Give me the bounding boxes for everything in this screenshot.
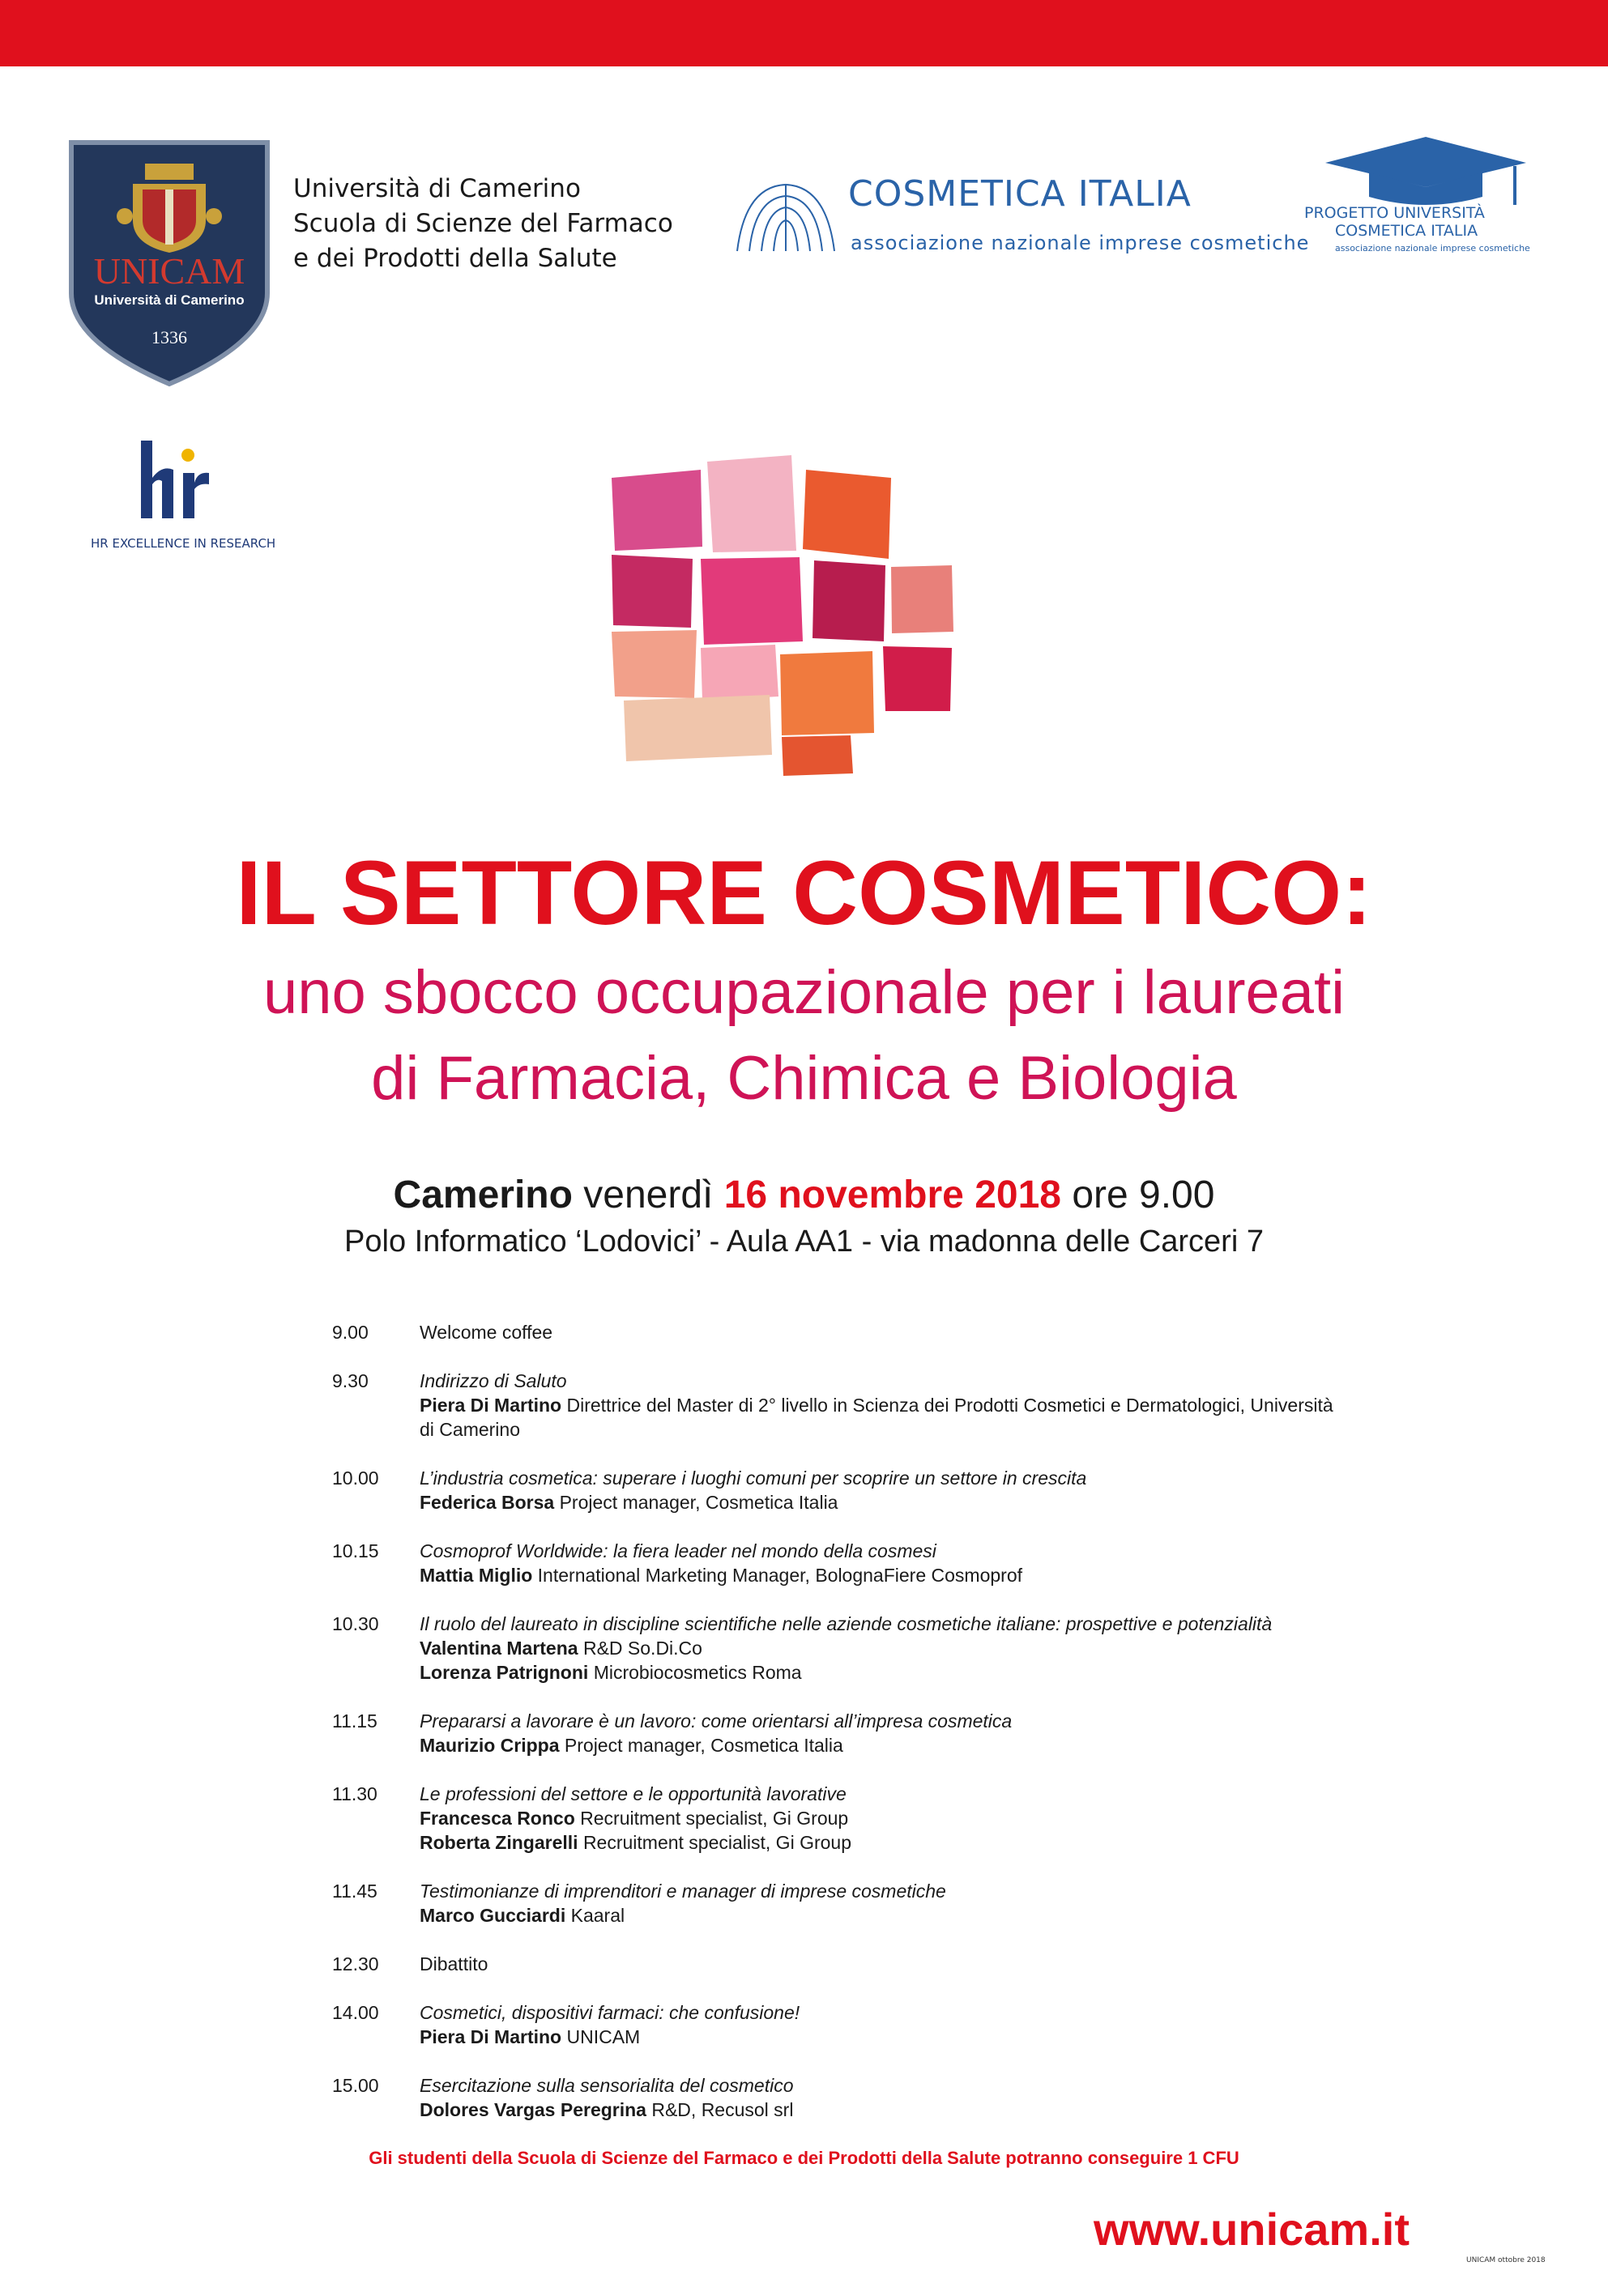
program-time: 10.00 — [332, 1467, 379, 1489]
speaker-name: Valentina Martena — [420, 1638, 578, 1659]
program-item — [332, 1466, 1337, 1514]
speaker-name: Federica Borsa — [420, 1492, 555, 1513]
event-city: Camerino — [393, 1174, 573, 1216]
program-speaker — [420, 1563, 1337, 1587]
speaker-name: Mattia Miglio — [420, 1565, 533, 1586]
event-date: 16 novembre 2018 — [723, 1174, 1061, 1216]
program-time: 12.30 — [332, 1953, 379, 1974]
speaker-role: Project manager, Cosmetica Italia — [564, 1735, 843, 1756]
speaker-name: Dolores Vargas Peregrina — [420, 2099, 646, 2120]
unicam-line-2: Scuola di Scienze del Farmaco — [293, 209, 673, 238]
speaker-role: International Marketing Manager, BolognaFiere Cosmoprof — [537, 1565, 1022, 1586]
program-item — [332, 1539, 1337, 1587]
program-time: 11.15 — [332, 1710, 377, 1732]
program-body — [420, 1612, 1337, 1685]
program-title: Cosmoprof Worldwide: la fiera leader nel mondo della cosmesi — [420, 1540, 936, 1561]
program-title: Prepararsi a lavorare è un lavoro: come orientarsi all’impresa cosmetica — [420, 1710, 1013, 1732]
program-item — [332, 2000, 1337, 2049]
event-venue: Polo Informatico ‘Lodovici’ - Aula AA1 - via madonna delle Carceri 7 — [344, 1225, 1264, 1259]
program-speaker — [420, 2025, 1337, 2049]
unicam-line-3: e dei Prodotti della Salute — [293, 244, 617, 273]
program-title: L’industria cosmetica: superare i luoghi comuni per scoprire un settore in crescita — [420, 1467, 1087, 1489]
program-body — [420, 1879, 1337, 1928]
program-item — [332, 1782, 1337, 1855]
program-body — [420, 2073, 1337, 2122]
program-time: 14.00 — [332, 2002, 379, 2023]
program-item — [332, 1952, 1337, 1976]
program-speaker — [420, 1660, 1337, 1685]
program-body — [420, 1952, 1337, 1976]
program-time: 11.30 — [332, 1783, 377, 1804]
speaker-name: Roberta Zingarelli — [420, 1832, 578, 1853]
program-body — [420, 1466, 1337, 1514]
program-speaker — [420, 1393, 1337, 1442]
program-speaker — [420, 1733, 1337, 1757]
program-schedule — [332, 1320, 1337, 2146]
program-speaker — [420, 1490, 1337, 1514]
unicam-logo-sub: Università di Camerino — [94, 292, 245, 308]
speaker-role: Kaaral — [570, 1905, 625, 1926]
program-title: Welcome coffee — [420, 1322, 553, 1343]
program-title: Indirizzo di Saluto — [420, 1370, 567, 1391]
program-title: Dibattito — [420, 1953, 488, 1974]
program-speaker — [420, 1903, 1337, 1928]
program-body — [420, 2000, 1337, 2049]
speaker-role: R&D, Recusol srl — [651, 2099, 794, 2120]
event-time: ore 9.00 — [1072, 1174, 1215, 1216]
program-time: 11.45 — [332, 1881, 377, 1902]
top-red-bar — [0, 0, 1608, 66]
program-body — [420, 1539, 1337, 1587]
website-link[interactable]: www.unicam.it — [1094, 2204, 1410, 2255]
cosmetica-emblem-icon — [729, 178, 842, 259]
speaker-role: Recruitment specialist, Gi Group — [580, 1808, 849, 1829]
speaker-name: Piera Di Martino — [420, 1395, 562, 1416]
unicam-address — [293, 172, 673, 276]
speaker-role: R&D So.Di.Co — [582, 1638, 702, 1659]
speaker-name: Piera Di Martino — [420, 2026, 562, 2047]
unicam-line-1: Università di Camerino — [293, 174, 581, 203]
speaker-role: Direttrice del Master di 2° livello in Scienza dei Prodotti Cosmetici e Dermatologici, Università di Camerino — [420, 1395, 1333, 1440]
event-subtitle-line-2: di Farmacia, Chimica e Biologia — [371, 1044, 1237, 1113]
footer-note: UNICAM ottobre 2018 — [1466, 2256, 1546, 2264]
program-title: Le professioni del settore e le opportunità lavorative — [420, 1783, 847, 1804]
event-title: IL SETTORE COSMETICO: — [236, 842, 1372, 944]
event-day: venerdì — [583, 1174, 714, 1216]
program-title: Il ruolo del laureato in discipline scientifiche nelle aziende cosmetiche italiane: prospettive e potenzialità — [420, 1613, 1273, 1634]
speaker-role: Recruitment specialist, Gi Group — [582, 1832, 852, 1853]
unicam-logo-year: 1336 — [151, 327, 187, 347]
program-item — [332, 1709, 1337, 1757]
program-speaker — [420, 2098, 1337, 2122]
cosmetica-subtitle: associazione nazionale imprese cosmetiche — [851, 232, 1310, 254]
program-time: 9.30 — [332, 1370, 369, 1391]
speaker-name: Lorenza Patrignoni — [420, 1662, 589, 1683]
program-time: 9.00 — [332, 1322, 369, 1343]
progetto-line-1: PROGETTO UNIVERSITÀ — [1304, 204, 1485, 222]
program-item — [332, 1369, 1337, 1442]
event-dateline — [0, 1173, 1608, 1217]
program-title: Cosmetici, dispositivi farmaci: che confusione! — [420, 2002, 800, 2023]
speaker-name: Francesca Ronco — [420, 1808, 575, 1829]
program-body — [420, 1369, 1337, 1442]
unicam-logo-name: UNICAM — [93, 250, 245, 292]
hr-excellence-label: HR EXCELLENCE IN RESEARCH — [91, 536, 276, 551]
hr-excellence-logo — [138, 441, 211, 522]
lipstick-swatches-image — [612, 454, 996, 777]
cosmetica-title: COSMETICA ITALIA — [848, 173, 1192, 215]
program-item — [332, 1612, 1337, 1685]
program-speaker — [420, 1806, 1337, 1830]
program-time: 10.30 — [332, 1613, 379, 1634]
graduation-cap-icon — [1320, 134, 1531, 207]
progetto-line-2: COSMETICA ITALIA — [1335, 222, 1478, 240]
program-item — [332, 2073, 1337, 2122]
speaker-name: Maurizio Crippa — [420, 1735, 560, 1756]
program-body — [420, 1320, 1337, 1344]
speaker-role: UNICAM — [566, 2026, 641, 2047]
program-item — [332, 1879, 1337, 1928]
program-time: 15.00 — [332, 2075, 379, 2096]
progetto-line-3: associazione nazionale imprese cosmetiche — [1335, 243, 1530, 253]
event-subtitle-line-1: uno sbocco occupazionale per i laureati — [262, 958, 1346, 1027]
program-speaker — [420, 1636, 1337, 1660]
program-item — [332, 1320, 1337, 1344]
cfu-note: Gli studenti della Scuola di Scienze del Farmaco e dei Prodotti della Salute potranno conseguire 1 CFU — [369, 2148, 1239, 2168]
program-title: Testimonianze di imprenditori e manager di imprese cosmetiche — [420, 1881, 946, 1902]
program-time: 10.15 — [332, 1540, 379, 1561]
speaker-name: Marco Gucciardi — [420, 1905, 566, 1926]
program-body — [420, 1709, 1337, 1757]
speaker-role: Project manager, Cosmetica Italia — [559, 1492, 838, 1513]
speaker-role: Microbiocosmetics Roma — [593, 1662, 802, 1683]
program-title: Esercitazione sulla sensorialita del cosmetico — [420, 2075, 794, 2096]
program-body — [420, 1782, 1337, 1855]
program-speaker — [420, 1830, 1337, 1855]
unicam-shield-logo — [68, 139, 271, 387]
